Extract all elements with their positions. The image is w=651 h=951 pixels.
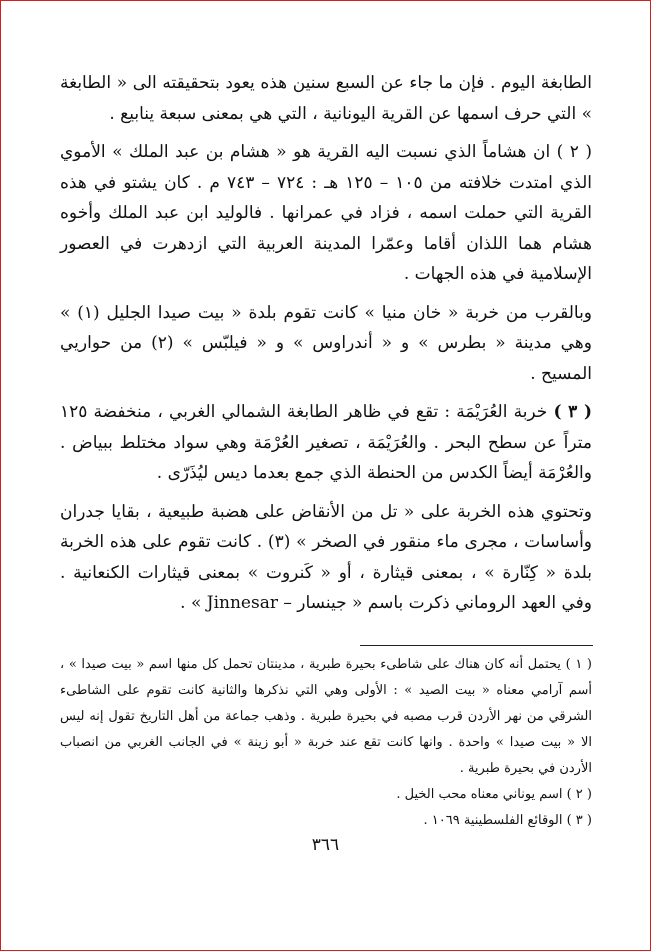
footnote: ( ١ ) يحتمل أنه كان هناك على شاطىء بحيرة طبرية ، مدينتان تحمل كل منها اسم « بيت صيدا » ، أسم آرامي معناه « بيت الصيد » : الأولى وهي التي نذكرها والثانية كانت تقوم على الشاطىء الشرقي من نهر الأردن قرب مصبه في بحيرة طبرية . وذهب جماعة من أهل التاريخ تقول إنه ليس الا « بيت صيدا » واحدة . وانها كانت تقع عند خربة « أبو زينة » في الجانب الغربي من انصباب الأردن في بحيرة طبرية . <box>60 657 592 776</box>
paragraph: خربة العُرَيْمَة : تقع في ظاهر الطابغة الشمالي الغربي ، منخفضة ١٢٥ متراً عن سطح البحر . والعُرَيْمَة ، تصغير العُرْمَة وهي سواد مختلط ببياض . والعُرْمَة أيضاً الكدس من الحنطة الذي جمع بعدما ديس ليُذَرّى . <box>60 402 592 483</box>
main-text <box>60 68 592 619</box>
paragraph-heading <box>60 397 592 489</box>
paragraph: الطابغة اليوم . فإن ما جاء عن السبع سنين هذه يعود بتحقيقته الى « الطابغة » التي حرف اسمها عن القرية اليونانية ، التي هي بمعنى سبعة ينابيع . <box>60 73 592 124</box>
footnote: ( ٣ ) الوقائع الفلسطينية ١٠٦٩ . <box>423 813 592 828</box>
paragraph: وتحتوي هذه الخربة على « تل من الأنقاض على هضبة طبيعية ، بقايا جدران وأساسات ، مجرى ماء منقور في الصخر » (٣) . كانت تقوم على هذه الخربة بلدة « كِنّارة » ، بمعنى قيثارة ، أو « كَنروت » بمعنى قيثارات الكنعانية . وفي العهد الروماني ذكرت باسم « جينسار – Jinnesar » . <box>60 501 593 613</box>
paragraph: ( ٢ ) ان هشاماً الذي نسبت اليه القرية هو « هشام بن عبد الملك » الأموي الذي امتدت خلافته من ١٠٥ – ١٢٥ هـ : ٧٢٤ – ٧٤٣ م . كان يشتو في هذه القرية التي حملت اسمه ، فزاد في عمرانها . فالوليد ابن عبد الملك وأخوه هشام هما اللذان أقاما وعمّرا المدينة العربية التي ازدهرت في العصور الإسلامية في هذه الجهات . <box>60 142 592 284</box>
heading-number: ( ٣ ) <box>553 402 592 422</box>
footnote-separator <box>360 645 593 646</box>
page-number: ٣٦٦ <box>311 835 340 855</box>
paragraph: وبالقرب من خربة « خان منيا » كانت تقوم بلدة « بيت صيدا الجليل (١) » وهي مدينة « بطرس » و « أندراوس » و « فيلبّس » (٢) من حواريي المسيح . <box>60 302 593 384</box>
footnote: ( ٢ ) اسم يوناني معناه محب الخيل . <box>396 787 592 802</box>
footnotes <box>60 652 592 834</box>
